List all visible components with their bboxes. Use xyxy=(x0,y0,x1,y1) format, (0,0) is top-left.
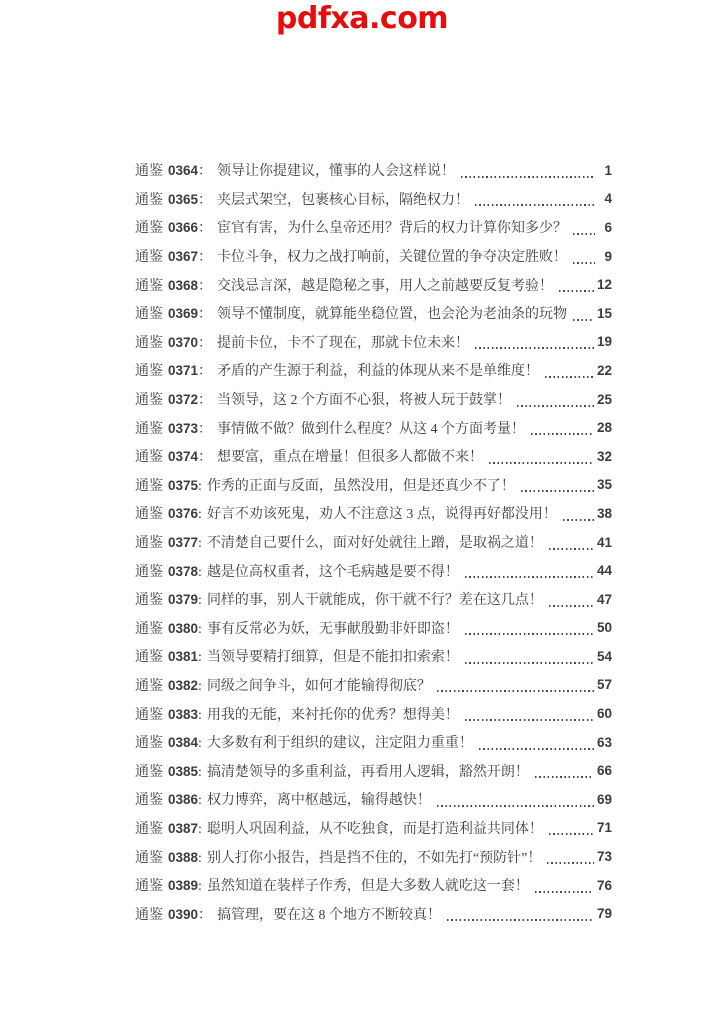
page-number: 76 xyxy=(596,877,612,893)
toc-entry xyxy=(135,785,612,814)
toc-entry-label: 通鉴 0368 ： 交浅忌言深，越是隐秘之事，用人之前越要反复考验！ xyxy=(135,277,554,294)
toc-entry-label: 通鉴 0365 ： 夹层式架空，包裹核心目标，隔绝权力！ xyxy=(135,191,470,208)
toc-entry-label: 通鉴 0375 : 作秀的正面与反面，虽然没用，但是还真少不了！ xyxy=(135,477,515,494)
page-number: 25 xyxy=(596,391,612,407)
dot-leader xyxy=(521,490,594,492)
toc-entry-label: 通鉴 0382 : 同级之间争斗，如何才能输得彻底？ xyxy=(135,677,431,694)
toc-entry-label: 通鉴 0388 : 别人打你小报告，挡是挡不住的，不如先打“预防针”！ xyxy=(135,849,542,866)
dot-leader xyxy=(563,519,594,521)
toc-entry-label: 通鉴 0373 ： 事情做不做？做到什么程度？从这 4 个方面考量！ xyxy=(135,420,526,437)
toc-entry xyxy=(135,699,612,728)
dot-leader xyxy=(437,805,594,807)
dot-leader xyxy=(517,405,594,407)
toc-entry xyxy=(135,156,612,185)
toc-entry xyxy=(135,442,612,471)
page-number: 12 xyxy=(596,277,612,293)
toc-entry-label: 通鉴 0367 ： 卡位斗争，权力之战打响前，关键位置的争夺决定胜败！ xyxy=(135,249,568,266)
toc-entry-label: 通鉴 0390 ： 搞管理，要在这 8 个地方不断较真！ xyxy=(135,906,442,923)
toc-entry xyxy=(135,642,612,671)
dot-leader xyxy=(489,462,594,464)
page-number: 6 xyxy=(604,219,612,235)
toc-entry xyxy=(135,356,612,385)
dot-leader xyxy=(447,919,594,921)
page-number: 69 xyxy=(596,791,612,807)
toc-entry xyxy=(135,585,612,614)
page-number: 50 xyxy=(596,620,612,636)
page-number: 22 xyxy=(596,362,612,378)
toc-entry xyxy=(135,528,612,557)
page-number: 66 xyxy=(596,763,612,779)
toc-entry xyxy=(135,242,612,271)
dot-leader xyxy=(475,347,594,349)
dot-leader xyxy=(531,433,594,435)
toc-entry-label: 通鉴 0383 : 用我的无能，来衬托你的优秀？想得美！ xyxy=(135,706,459,723)
page-number: 1 xyxy=(604,162,612,178)
dot-leader xyxy=(437,690,594,692)
toc-entry xyxy=(135,299,612,328)
dot-leader xyxy=(573,233,595,235)
dot-leader xyxy=(475,204,595,206)
page-number: 60 xyxy=(596,706,612,722)
toc-entry-label: 通鉴 0386 : 权力博弈，离中枢越远，输得越快！ xyxy=(135,792,431,809)
toc-entry xyxy=(135,871,612,900)
dot-leader xyxy=(545,376,594,378)
toc-entry-label: 通鉴 0385 : 搞清楚领导的多重利益，再看用人逻辑，豁然开朗！ xyxy=(135,763,529,780)
toc-entry xyxy=(135,728,612,757)
page-number: 19 xyxy=(596,334,612,350)
toc-entry-label: 通鉴 0369 ： 领导不懂制度，就算能坐稳位置，也会沦为老油条的玩物 xyxy=(135,306,568,323)
toc-entry-label: 通鉴 0381 : 当领导要精打细算，但是不能扣扣索索！ xyxy=(135,649,459,666)
dot-leader xyxy=(549,833,594,835)
toc-entry xyxy=(135,499,612,528)
toc-entry-label: 通鉴 0366 ： 宦官有害，为什么皇帝还用？背后的权力计算你知多少？ xyxy=(135,220,568,237)
dot-leader xyxy=(549,548,594,550)
page-number: 79 xyxy=(596,906,612,922)
dot-leader xyxy=(461,176,595,178)
dot-leader xyxy=(465,576,594,578)
toc-entry xyxy=(135,899,612,928)
toc-entry-label: 通鉴 0374 ： 想要富，重点在增量！但很多人都做不来！ xyxy=(135,449,484,466)
toc-entry-label: 通鉴 0384 : 大多数有利于组织的建议，注定阻力重重！ xyxy=(135,735,473,752)
toc-entry xyxy=(135,413,612,442)
toc-entry-label: 通鉴 0377 : 不清楚自己要什么，面对好处就往上蹭，是取祸之道！ xyxy=(135,535,543,552)
toc-entry-label: 通鉴 0372 ： 当领导，这 2 个方面不心狠，将被人玩于鼓掌！ xyxy=(135,392,512,409)
toc-entry xyxy=(135,842,612,871)
toc-entry xyxy=(135,471,612,500)
page-number: 73 xyxy=(596,849,612,865)
dot-leader xyxy=(573,319,594,321)
page-number: 32 xyxy=(596,448,612,464)
dot-leader xyxy=(549,605,594,607)
toc-entry-label: 通鉴 0379 : 同样的事，别人干就能成，你干就不行？差在这几点！ xyxy=(135,592,543,609)
page-number: 35 xyxy=(596,477,612,493)
dot-leader xyxy=(465,633,594,635)
page-number: 47 xyxy=(596,591,612,607)
toc-entry xyxy=(135,614,612,643)
page-number: 15 xyxy=(596,305,612,321)
toc-entry xyxy=(135,556,612,585)
page-number: 71 xyxy=(596,820,612,836)
toc-entry-label: 通鉴 0370 ： 提前卡位，卡不了现在，那就卡位未来！ xyxy=(135,334,470,351)
toc-entry xyxy=(135,671,612,700)
dot-leader xyxy=(479,748,594,750)
toc-entry xyxy=(135,185,612,214)
dot-leader xyxy=(465,662,594,664)
dot-leader xyxy=(465,719,594,721)
dot-leader xyxy=(535,776,594,778)
toc-entry-label: 通鉴 0378 : 越是位高权重者，这个毛病越是要不得！ xyxy=(135,563,459,580)
page-number: 63 xyxy=(596,734,612,750)
toc-entry xyxy=(135,385,612,414)
toc-entry-label: 通鉴 0389 : 虽然知道在装样子作秀，但是大多数人就吃这一套！ xyxy=(135,878,529,895)
page-number: 28 xyxy=(596,420,612,436)
toc-entry xyxy=(135,756,612,785)
toc-entry xyxy=(135,328,612,357)
dot-leader xyxy=(547,862,594,864)
dot-leader xyxy=(573,262,595,264)
toc-entry-label: 通鉴 0371 ： 矛盾的产生源于利益，利益的体现从来不是单维度！ xyxy=(135,363,540,380)
toc-entry-label: 通鉴 0387 : 聪明人巩固利益，从不吃独食，而是打造利益共同体！ xyxy=(135,820,543,837)
page-number: 9 xyxy=(604,248,612,264)
toc-entry xyxy=(135,270,612,299)
toc-entry xyxy=(135,814,612,843)
page-number: 54 xyxy=(596,648,612,664)
page-number: 44 xyxy=(596,563,612,579)
dot-leader xyxy=(559,290,594,292)
toc-entry-label: 通鉴 0364 ： 领导让你提建议，懂事的人会这样说！ xyxy=(135,163,456,180)
watermark-text: pdfxa.com xyxy=(275,1,449,36)
toc-list xyxy=(135,156,612,928)
toc-entry xyxy=(135,213,612,242)
dot-leader xyxy=(535,891,594,893)
toc-entry-label: 通鉴 0376 : 好言不劝该死鬼，劝人不注意这 3 点，说得再好都没用！ xyxy=(135,506,557,523)
page-number: 38 xyxy=(596,505,612,521)
page-number: 41 xyxy=(596,534,612,550)
toc-entry-label: 通鉴 0380 : 事有反常必为妖，无事献殷勤非奸即盗！ xyxy=(135,620,459,637)
page-number: 4 xyxy=(604,191,612,207)
page-number: 57 xyxy=(596,677,612,693)
